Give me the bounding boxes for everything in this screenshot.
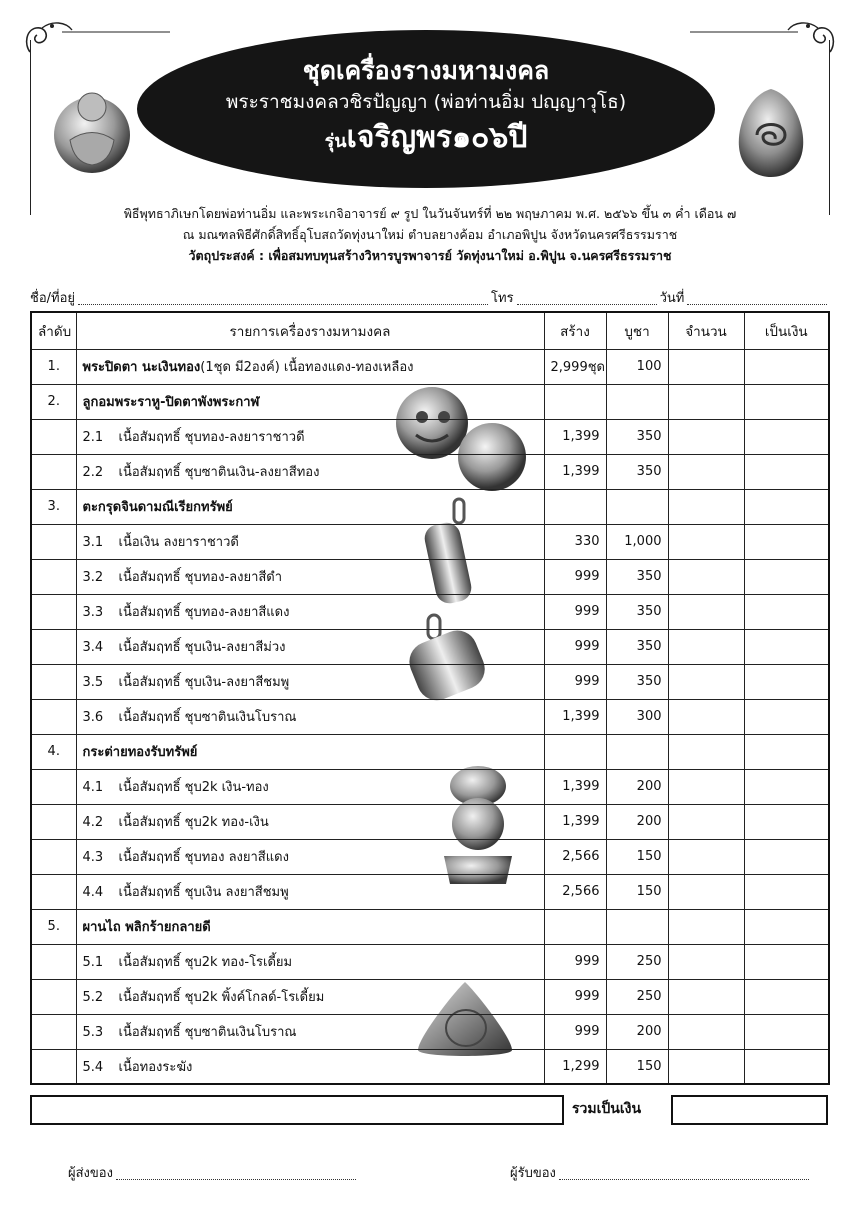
header-made: สร้าง xyxy=(544,312,606,349)
table-header-row xyxy=(31,312,829,349)
row-quantity-cell[interactable] xyxy=(668,699,744,734)
row-item xyxy=(76,664,544,699)
group-no: 4. xyxy=(31,734,76,769)
table-row xyxy=(31,944,829,979)
row-quantity-cell[interactable] xyxy=(668,559,744,594)
row-made: 1,399 xyxy=(544,699,606,734)
row-quantity-cell[interactable] xyxy=(668,629,744,664)
row-price: 200 xyxy=(606,804,668,839)
group-title: ผานไถ พลิกร้ายกลายดี xyxy=(76,909,544,944)
row-made: 999 xyxy=(544,594,606,629)
row-amount-cell[interactable] xyxy=(744,454,829,489)
amulet-phra-pidta-image xyxy=(50,85,134,175)
row-quantity-cell[interactable] xyxy=(668,1049,744,1084)
row-made: 2,999ชุด xyxy=(544,349,606,384)
sub-name: เนื้อสัมฤทธิ์ ชุบซาตินเงินโบราณ xyxy=(118,1025,297,1040)
table-row xyxy=(31,1014,829,1049)
sub-name: เนื้อสัมฤทธิ์ ชุบ2k ทอง-เงิน xyxy=(118,815,269,830)
row-price: 350 xyxy=(606,664,668,699)
row-price: 350 xyxy=(606,419,668,454)
sub-no: 4.4 xyxy=(82,885,104,900)
row-quantity-cell[interactable] xyxy=(668,804,744,839)
info-line-1: พิธีพุทธาภิเษกโดยพ่อท่านอิ่ม และพระเกจิอาจารย์ ๙ รูป ในวันจันทร์ที่ ๒๒ พฤษภาคม พ.ศ. ๒๕๖๖ ขึ้น ๓ ค่ำ เดือน ๗ xyxy=(123,206,737,221)
row-quantity-cell[interactable] xyxy=(668,594,744,629)
row-price: 350 xyxy=(606,594,668,629)
row-price: 350 xyxy=(606,629,668,664)
row-quantity-cell[interactable] xyxy=(668,979,744,1014)
group-title: ตะกรุดจินดามณีเรียกทรัพย์ xyxy=(76,489,544,524)
row-item xyxy=(76,349,544,384)
sub-no: 3.4 xyxy=(82,640,104,655)
row-made: 2,566 xyxy=(544,839,606,874)
row-amount-cell[interactable] xyxy=(744,769,829,804)
row-quantity-cell[interactable] xyxy=(668,419,744,454)
row-price: 200 xyxy=(606,769,668,804)
row-amount-cell[interactable] xyxy=(744,979,829,1014)
row-made: 1,399 xyxy=(544,769,606,804)
amulet-back-image xyxy=(733,85,809,180)
sub-no: 4.2 xyxy=(82,815,104,830)
sub-no: 2.1 xyxy=(82,430,104,445)
row-amount-cell[interactable] xyxy=(744,594,829,629)
row-made: 999 xyxy=(544,664,606,699)
row-amount-cell[interactable] xyxy=(744,874,829,909)
row-price: 350 xyxy=(606,559,668,594)
table-row xyxy=(31,839,829,874)
sub-no: 3.5 xyxy=(82,675,104,690)
row-price: 350 xyxy=(606,454,668,489)
total-words-box[interactable] xyxy=(30,1095,564,1125)
row-amount-cell[interactable] xyxy=(744,944,829,979)
row-made: 330 xyxy=(544,524,606,559)
sub-name: เนื้อทองระฆัง xyxy=(118,1059,193,1075)
row-quantity-cell[interactable] xyxy=(668,769,744,804)
title-line-1: ชุดเครื่องรางมหามงคล xyxy=(302,56,550,85)
row-price: 250 xyxy=(606,944,668,979)
row-amount-cell[interactable] xyxy=(744,349,829,384)
table-row xyxy=(31,699,829,734)
row-item xyxy=(76,1014,544,1049)
header-price: บูชา xyxy=(606,312,668,349)
sub-no: 5.3 xyxy=(82,1025,104,1040)
row-amount-cell[interactable] xyxy=(744,559,829,594)
row-amount-cell[interactable] xyxy=(744,664,829,699)
title-banner xyxy=(137,30,715,188)
title-line-2: พระราชมงคลวชิรปัญญา (พ่อท่านอิ่ม ปญฺญาวุโธ) xyxy=(225,91,627,113)
sender-label: ผู้ส่งของ xyxy=(68,1166,113,1181)
table-row xyxy=(31,804,829,839)
edition-prefix: รุ่น xyxy=(324,131,347,152)
sub-name: เนื้อสัมฤทธิ์ ชุบทอง ลงยาสีแดง xyxy=(118,850,289,865)
row-quantity-cell[interactable] xyxy=(668,524,744,559)
table-row xyxy=(31,349,829,384)
group-title: ลูกอมพระราหู-ปิดตาพังพระกาฬ xyxy=(76,384,544,419)
group-title: กระต่ายทองรับทรัพย์ xyxy=(76,734,544,769)
row-item xyxy=(76,804,544,839)
row-amount-cell[interactable] xyxy=(744,524,829,559)
row-amount-cell[interactable] xyxy=(744,419,829,454)
row-item xyxy=(76,524,544,559)
sub-no: 4.3 xyxy=(82,850,104,865)
name-address-field[interactable] xyxy=(78,287,488,305)
info-line-2: ณ มณฑลพิธีศักดิ์สิทธิ์อุโบสถวัดทุ่งนาใหม่ ตำบลยางค้อม อำเภอพิปูน จังหวัดนครศรีธรรมราช xyxy=(182,227,678,242)
sub-no: 5.1 xyxy=(82,955,104,970)
row-item xyxy=(76,594,544,629)
table-row xyxy=(31,979,829,1014)
sub-name: เนื้อสัมฤทธิ์ ชุบ2k ทอง-โรเดี้ยม xyxy=(118,955,293,970)
row-made: 999 xyxy=(544,629,606,664)
row-made: 1,399 xyxy=(544,804,606,839)
table-row xyxy=(31,594,829,629)
row-made: 1,299 xyxy=(544,1049,606,1084)
table-row xyxy=(31,524,829,559)
sub-name: เนื้อสัมฤทธิ์ ชุบซาตินเงินโบราณ xyxy=(118,710,297,725)
sender-field[interactable] xyxy=(116,1162,356,1180)
item-name: พระปิดตา นะเงินทอง xyxy=(82,360,201,375)
phone-field[interactable] xyxy=(517,287,657,305)
row-item xyxy=(76,419,544,454)
row-quantity-cell[interactable] xyxy=(668,874,744,909)
row-price: 300 xyxy=(606,699,668,734)
sub-no: 3.3 xyxy=(82,605,104,620)
sender-signature xyxy=(68,1162,356,1183)
row-amount-cell[interactable] xyxy=(744,839,829,874)
customer-info-line xyxy=(30,287,830,308)
sub-name: เนื้อสัมฤทธิ์ ชุบเงิน-ลงยาสีชมพู xyxy=(118,675,290,690)
row-made: 999 xyxy=(544,979,606,1014)
row-amount-cell[interactable] xyxy=(744,699,829,734)
row-made: 999 xyxy=(544,944,606,979)
table-row xyxy=(31,874,829,909)
table-row xyxy=(31,769,829,804)
header-quantity: จำนวน xyxy=(668,312,744,349)
row-amount-cell[interactable] xyxy=(744,1014,829,1049)
title-line-3 xyxy=(325,116,528,164)
border-line-left xyxy=(30,40,31,215)
sub-name: เนื้อสัมฤทธิ์ ชุบทอง-ลงยาสีดำ xyxy=(118,570,283,585)
header-amount: เป็นเงิน xyxy=(744,312,829,349)
group-row xyxy=(31,384,829,419)
item-detail: (1ชุด มี2องค์) เนื้อทองแดง-ทองเหลือง xyxy=(200,360,414,375)
sub-name: เนื้อสัมฤทธิ์ ชุบเงิน-ลงยาสีม่วง xyxy=(118,640,286,655)
row-price: 150 xyxy=(606,839,668,874)
receiver-signature xyxy=(510,1162,809,1183)
row-made: 999 xyxy=(544,1014,606,1049)
row-price: 200 xyxy=(606,1014,668,1049)
row-item xyxy=(76,699,544,734)
row-item xyxy=(76,559,544,594)
row-quantity-cell[interactable] xyxy=(668,454,744,489)
row-price: 150 xyxy=(606,1049,668,1084)
row-quantity-cell[interactable] xyxy=(668,664,744,699)
row-amount-cell[interactable] xyxy=(744,804,829,839)
sub-name: เนื้อสัมฤทธิ์ ชุบทอง-ลงยาสีแดง xyxy=(118,605,290,620)
date-field[interactable] xyxy=(687,287,827,305)
receiver-label: ผู้รับของ xyxy=(510,1166,556,1181)
table-row xyxy=(31,1049,829,1084)
row-item xyxy=(76,454,544,489)
row-made: 999 xyxy=(544,559,606,594)
table-row xyxy=(31,559,829,594)
row-item xyxy=(76,979,544,1014)
name-address-label: ชื่อ/ที่อยู่ xyxy=(30,291,76,306)
sub-name: เนื้อสัมฤทธิ์ ชุบเงิน ลงยาสีชมพู xyxy=(118,885,289,900)
row-item xyxy=(76,629,544,664)
row-item xyxy=(76,1049,544,1084)
group-no: 5. xyxy=(31,909,76,944)
row-price: 1,000 xyxy=(606,524,668,559)
row-quantity-cell[interactable] xyxy=(668,839,744,874)
total-label: รวมเป็นเงิน xyxy=(572,1101,642,1117)
group-no: 2. xyxy=(31,384,76,419)
phone-label: โทร xyxy=(491,291,514,306)
sub-no: 3.6 xyxy=(82,710,104,725)
edition-name: เจริญพร๑๐๖ปี xyxy=(346,120,528,155)
sub-name: เนื้อสัมฤทธิ์ ชุบ2k เงิน-ทอง xyxy=(118,780,269,795)
row-no: 1. xyxy=(31,349,76,384)
row-price: 150 xyxy=(606,874,668,909)
table-row xyxy=(31,664,829,699)
row-price: 100 xyxy=(606,349,668,384)
sub-no: 4.1 xyxy=(82,780,104,795)
corner-ornament-right-icon xyxy=(688,18,838,58)
info-line-3: วัตถุประสงค์ : เพื่อสมทบทุนสร้างวิหารบูรพาจารย์ วัดทุ่งนาใหม่ อ.พิปูน จ.นครศรีธรรมราช xyxy=(188,248,672,263)
row-item xyxy=(76,944,544,979)
sub-no: 3.1 xyxy=(82,535,104,550)
row-quantity-cell[interactable] xyxy=(668,1014,744,1049)
group-no: 3. xyxy=(31,489,76,524)
table-row xyxy=(31,629,829,664)
total-amount-box[interactable] xyxy=(671,1095,828,1125)
row-amount-cell[interactable] xyxy=(744,629,829,664)
header-item: รายการเครื่องรางมหามงคล xyxy=(76,312,544,349)
row-item xyxy=(76,769,544,804)
sub-name: เนื้อสัมฤทธิ์ ชุบซาตินเงิน-ลงยาสีทอง xyxy=(118,465,320,480)
table-row xyxy=(31,454,829,489)
sub-no: 5.2 xyxy=(82,990,104,1005)
header-no: ลำดับ xyxy=(31,312,76,349)
sub-name: เนื้อเงิน ลงยาราชาวดี xyxy=(118,535,239,550)
group-row xyxy=(31,909,829,944)
order-table xyxy=(30,311,830,1085)
row-item xyxy=(76,874,544,909)
row-made: 1,399 xyxy=(544,419,606,454)
sub-no: 3.2 xyxy=(82,570,104,585)
row-price: 250 xyxy=(606,979,668,1014)
row-made: 2,566 xyxy=(544,874,606,909)
row-quantity-cell[interactable] xyxy=(668,349,744,384)
ceremony-info xyxy=(40,203,820,266)
row-quantity-cell[interactable] xyxy=(668,944,744,979)
sub-no: 5.4 xyxy=(82,1059,104,1075)
sub-name: เนื้อสัมฤทธิ์ ชุบ2k พิ้งค์โกลด์-โรเดี้ยม xyxy=(118,990,325,1005)
corner-ornament-left-icon xyxy=(22,18,172,58)
group-row xyxy=(31,489,829,524)
group-row xyxy=(31,734,829,769)
row-made: 1,399 xyxy=(544,454,606,489)
receiver-field[interactable] xyxy=(559,1162,809,1180)
row-amount-cell[interactable] xyxy=(744,1049,829,1084)
border-line-right xyxy=(829,40,830,215)
sub-name: เนื้อสัมฤทธิ์ ชุบทอง-ลงยาราชาวดี xyxy=(118,430,305,445)
sub-no: 2.2 xyxy=(82,465,104,480)
row-item xyxy=(76,839,544,874)
date-label: วันที่ xyxy=(659,291,685,306)
table-row xyxy=(31,419,829,454)
